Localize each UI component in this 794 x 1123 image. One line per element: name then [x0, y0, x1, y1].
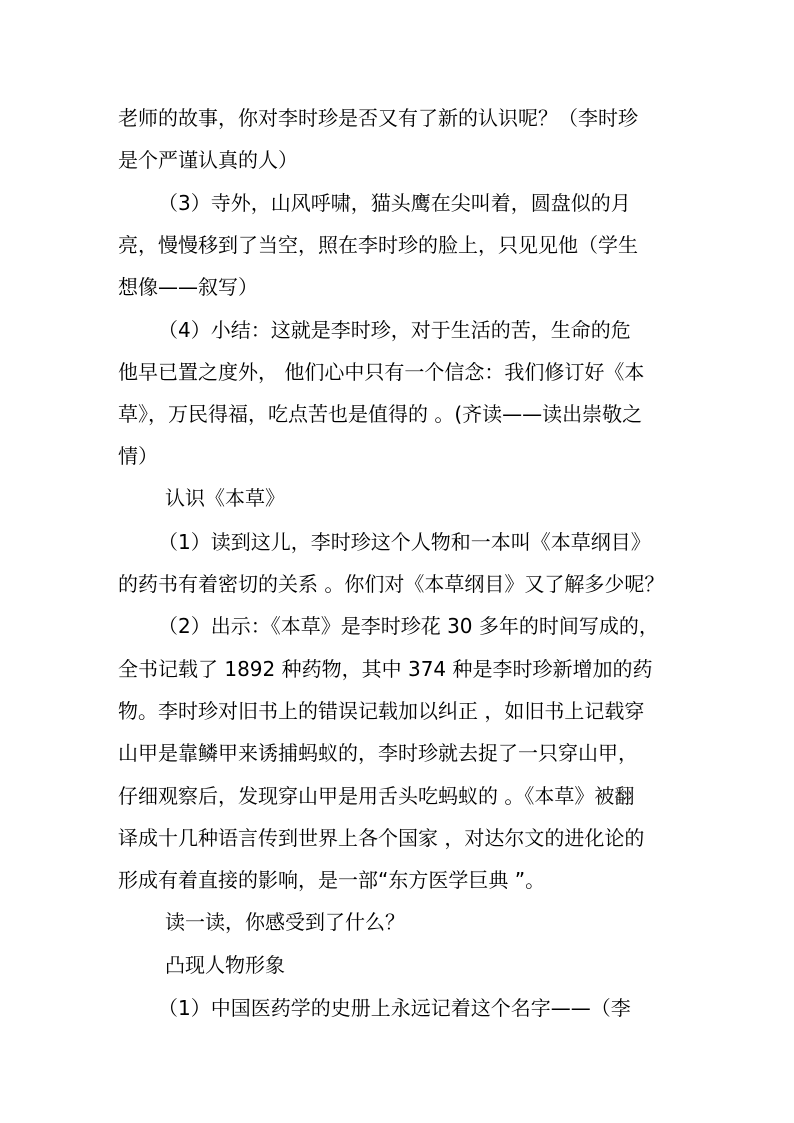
text-line: 是个严谨认真的人）: [118, 148, 298, 172]
section-heading: 认识《本草》: [165, 486, 285, 510]
text-line: 想像——叙写）: [118, 275, 258, 299]
text-line: 的药书有着密切的关系 。你们对《本草纲目》又了解多少呢？: [118, 572, 665, 596]
text-line: 情）: [118, 444, 158, 468]
text-line: （2）出示：《本草》是李时珍花 30 多年的时间写成的，: [158, 614, 659, 638]
text-line: （4）小结：这就是李时珍，对于生活的苦，生命的危: [158, 318, 631, 342]
text-line: （1）读到这儿，李时珍这个人物和一本叫《本草纲目》: [158, 530, 651, 554]
text-line: 山甲是靠鳞甲来诱捕蚂蚁的，李时珍就去捉了一只穿山甲，: [118, 741, 638, 765]
text-line: 全书记载了 1892 种药物，其中 374 种是李时珍新增加的药: [118, 657, 653, 681]
text-line: 物。李时珍对旧书上的错误记载加以纠正 ，如旧书上记载穿: [118, 699, 645, 723]
text-line: （3）寺外，山风呼啸，猫头鹰在尖叫着，圆盘似的月: [158, 191, 631, 215]
text-line: （1）中国医药学的史册上永远记着这个名字——（李: [158, 996, 631, 1020]
text-line: 译成十几种语言传到世界上各个国家 ，对达尔文的进化论的: [118, 826, 645, 850]
section-heading: 凸现人物形象: [165, 953, 285, 977]
text-line: 老师的故事，你对李时珍是否又有了新的认识呢？（李时珍: [118, 106, 638, 130]
text-line: 读一读，你感受到了什么？: [165, 910, 405, 934]
text-line: 他早已置之度外， 他们心中只有一个信念：我们修订好《本: [118, 360, 645, 384]
text-line: 草》，万民得福，吃点苦也是值得的 。(齐读——读出崇敬之: [118, 402, 643, 426]
text-line: 形成有着直接的影响，是一部“东方医学巨典 ”。: [118, 868, 546, 892]
text-line: 仔细观察后，发现穿山甲是用舌头吃蚂蚁的 。《本草》被翻: [118, 784, 635, 808]
text-line: 亮，慢慢移到了当空，照在李时珍的脸上，只见见他（学生: [118, 233, 638, 257]
